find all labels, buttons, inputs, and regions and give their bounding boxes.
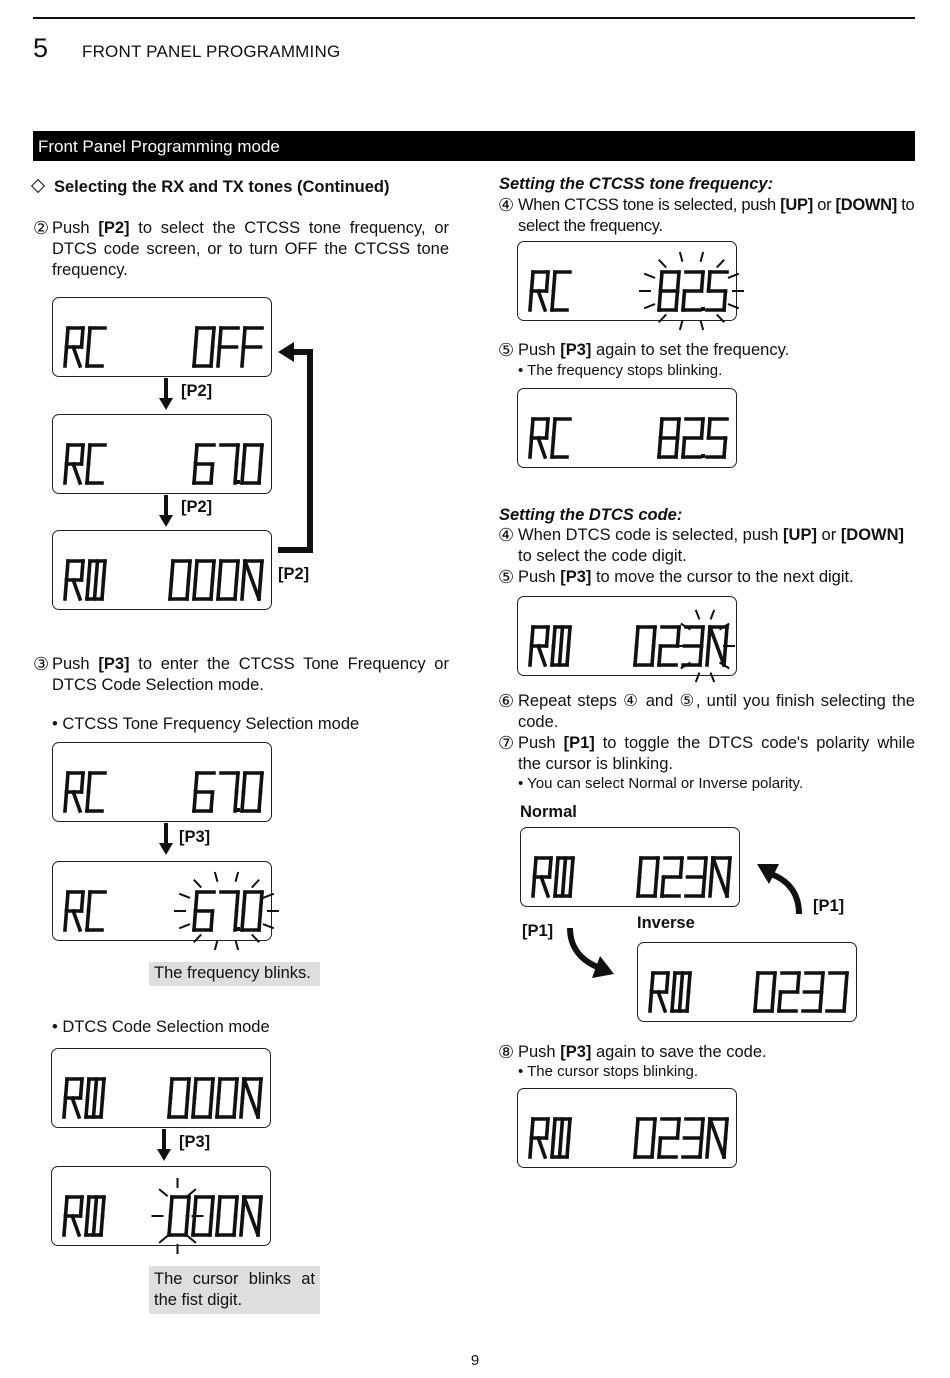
lcd-display-rc-off bbox=[52, 297, 272, 377]
lcd-char-left bbox=[86, 1197, 104, 1235]
lcd-char-right bbox=[169, 1197, 189, 1235]
lcd-char-right bbox=[242, 561, 262, 599]
lcd-char-left bbox=[530, 1119, 548, 1157]
step-number: ⑧ bbox=[498, 1042, 515, 1062]
chapter-title: FRONT PANEL PROGRAMMING bbox=[82, 42, 341, 61]
lcd-char-right bbox=[659, 419, 679, 457]
lcd-char-right bbox=[779, 973, 799, 1011]
subheading: Selecting the RX and TX tones (Continued) bbox=[54, 178, 390, 196]
lcd-char-left bbox=[87, 445, 105, 483]
lcd-char-left bbox=[64, 1079, 82, 1117]
lcd-char-right bbox=[707, 419, 727, 457]
lcd-display-ctcss bbox=[52, 742, 272, 822]
lcd-char-left bbox=[552, 419, 570, 457]
lcd-decimal-point bbox=[236, 927, 240, 931]
lcd-char-right bbox=[194, 561, 214, 599]
normal-label: Normal bbox=[520, 803, 577, 821]
frequency-blinks-caption: The frequency blinks. bbox=[149, 962, 320, 986]
ctcss-step-5-text: Push [P3] again to set the frequency. bbox=[518, 341, 790, 359]
lcd-char-right bbox=[194, 328, 214, 366]
curved-arrow-up-icon bbox=[755, 858, 815, 918]
dtcs-step-7-note: • You can select Normal or Inverse polarity. bbox=[518, 775, 804, 792]
lcd-display-dtcs bbox=[51, 1048, 271, 1128]
lcd-char-left bbox=[87, 773, 105, 811]
lcd-char-right bbox=[659, 272, 679, 310]
step-3-text: Push [P3] to enter the CTCSS Tone Frequency or DTCS Code Selection mode. bbox=[52, 655, 449, 694]
lcd-char-right bbox=[194, 892, 214, 930]
lcd-char-left bbox=[65, 561, 83, 599]
cursor-blinks-caption: The cursor blinks at the fist digit. bbox=[149, 1266, 320, 1314]
key-label: [P3] bbox=[179, 828, 211, 846]
arrow-down-icon bbox=[159, 378, 173, 410]
lcd-char-left bbox=[552, 1119, 570, 1157]
lcd-char-left bbox=[64, 1197, 82, 1235]
lcd-decimal-point bbox=[701, 307, 705, 311]
lcd-char-left bbox=[86, 1079, 104, 1117]
lcd-char-left bbox=[65, 773, 83, 811]
section-title-bar: Front Panel Programming mode bbox=[33, 131, 915, 161]
lcd-char-right bbox=[803, 973, 823, 1011]
lcd-char-left bbox=[87, 892, 105, 930]
key-label-p1-right: [P1] bbox=[813, 897, 845, 915]
key-label-p1-left: [P1] bbox=[522, 922, 554, 940]
blink-rays-icon bbox=[675, 610, 735, 682]
blink-rays-icon bbox=[174, 872, 279, 950]
lcd-display-final bbox=[517, 1088, 737, 1168]
curved-arrow-down-icon bbox=[560, 924, 620, 980]
lcd-char-left bbox=[552, 627, 570, 665]
lcd-char-right bbox=[635, 627, 655, 665]
lcd-display-rc-670 bbox=[52, 414, 272, 494]
dtcs-mode-bullet: • DTCS Code Selection mode bbox=[52, 1018, 270, 1036]
top-rule bbox=[33, 17, 915, 19]
lcd-decimal-point bbox=[701, 454, 705, 458]
ctcss-mode-bullet: • CTCSS Tone Frequency Selection mode bbox=[52, 715, 360, 733]
page-number: 9 bbox=[470, 1352, 480, 1369]
dtcs-heading: Setting the DTCS code: bbox=[499, 506, 683, 524]
lcd-char-right bbox=[683, 419, 703, 457]
lcd-char-right bbox=[242, 773, 262, 811]
lcd-char-right bbox=[218, 328, 238, 366]
lcd-char-left bbox=[87, 328, 105, 366]
arrow-down-icon bbox=[159, 495, 173, 527]
lcd-char-left bbox=[87, 561, 105, 599]
ctcss-heading: Setting the CTCSS tone frequency: bbox=[499, 175, 774, 193]
lcd-display-dtcs-cursor-digit bbox=[517, 596, 737, 676]
lcd-char-right bbox=[635, 1119, 655, 1157]
step-number: ⑥ bbox=[498, 691, 515, 711]
lcd-char-left bbox=[65, 328, 83, 366]
step-number: ④ bbox=[498, 195, 515, 215]
lcd-display-ctcss-825-blinking bbox=[517, 241, 737, 321]
blink-rays-icon bbox=[152, 1178, 204, 1254]
lcd-char-right bbox=[221, 773, 238, 811]
lcd-char-left bbox=[65, 445, 83, 483]
loop-back-arrow-icon bbox=[274, 340, 320, 560]
step-number: ③ bbox=[33, 654, 50, 674]
lcd-char-right bbox=[638, 858, 658, 896]
lcd-char-right bbox=[683, 272, 703, 310]
ctcss-step-5-note: • The frequency stops blinking. bbox=[518, 362, 723, 379]
ctcss-step-4-text: When CTCSS tone is selected, push [UP] or [DOWN] to select the frequency. bbox=[518, 196, 915, 235]
lcd-char-left bbox=[530, 627, 548, 665]
dtcs-step-8-text: Push [P3] again to save the code. bbox=[518, 1043, 767, 1061]
lcd-display-inverse bbox=[637, 942, 857, 1022]
key-label: [P3] bbox=[179, 1133, 211, 1151]
lcd-char-right bbox=[170, 561, 190, 599]
lcd-char-right bbox=[194, 445, 214, 483]
lcd-char-right bbox=[662, 858, 682, 896]
step-number: ⑦ bbox=[498, 733, 515, 753]
lcd-decimal-point bbox=[236, 480, 240, 484]
lcd-char-right bbox=[710, 858, 730, 896]
dtcs-step-7-text: Push [P1] to toggle the DTCS code's polarity while the cursor is blinking. bbox=[518, 734, 915, 773]
diamond-bullet-icon bbox=[31, 179, 45, 193]
key-label: [P2] bbox=[181, 498, 213, 516]
lcd-char-right bbox=[217, 1079, 237, 1117]
lcd-char-left bbox=[672, 973, 690, 1011]
lcd-char-left bbox=[552, 272, 570, 310]
lcd-char-left bbox=[650, 973, 668, 1011]
lcd-char-right bbox=[241, 1079, 261, 1117]
lcd-char-right bbox=[218, 561, 238, 599]
lcd-char-right bbox=[242, 328, 262, 366]
dtcs-step-5-text: Push [P3] to move the cursor to the next digit. bbox=[518, 568, 854, 586]
lcd-char-left bbox=[530, 272, 548, 310]
lcd-char-right bbox=[221, 445, 238, 483]
lcd-char-right bbox=[242, 892, 262, 930]
lcd-char-right bbox=[221, 892, 238, 930]
key-label: [P2] bbox=[278, 565, 310, 583]
lcd-char-right bbox=[683, 1119, 703, 1157]
step-number: ④ bbox=[498, 525, 515, 545]
arrow-down-icon bbox=[159, 823, 173, 855]
inverse-label: Inverse bbox=[637, 914, 695, 932]
step-number: ⑤ bbox=[498, 340, 515, 360]
lcd-char-left bbox=[533, 858, 551, 896]
step-2-text: Push [P2] to select the CTCSS tone frequency, or DTCS code screen, or to turn OFF the CTCSS tone frequency. bbox=[52, 219, 449, 279]
dtcs-step-6-text: Repeat steps ④ and ⑤, until you finish selecting the code. bbox=[518, 692, 915, 731]
lcd-char-right bbox=[707, 272, 727, 310]
lcd-display-ctcss-825 bbox=[517, 388, 737, 468]
dtcs-step-8-note: • The cursor stops blinking. bbox=[518, 1063, 699, 1080]
lcd-char-right bbox=[686, 858, 706, 896]
lcd-char-right bbox=[242, 445, 262, 483]
lcd-char-left bbox=[555, 858, 573, 896]
lcd-char-left bbox=[65, 892, 83, 930]
step-number: ⑤ bbox=[498, 567, 515, 587]
lcd-decimal-point bbox=[236, 808, 240, 812]
lcd-char-right bbox=[217, 1197, 237, 1235]
lcd-char-right bbox=[193, 1079, 213, 1117]
step-number: ② bbox=[33, 218, 50, 238]
arrow-down-icon bbox=[157, 1129, 171, 1161]
lcd-char-right bbox=[194, 773, 214, 811]
lcd-display-normal bbox=[520, 827, 740, 907]
dtcs-step-4-text: When DTCS code is selected, push [UP] or [DOWN] to select the code digit. bbox=[518, 526, 905, 565]
lcd-char-right bbox=[827, 973, 847, 1011]
lcd-char-left bbox=[530, 419, 548, 457]
key-label: [P2] bbox=[181, 382, 213, 400]
lcd-display-ctcss-blinking bbox=[52, 861, 272, 941]
lcd-char-right bbox=[241, 1197, 261, 1235]
chapter-number: 5 bbox=[33, 33, 49, 63]
lcd-char-right bbox=[707, 1119, 727, 1157]
lcd-char-right bbox=[169, 1079, 189, 1117]
lcd-display-rd-000n bbox=[52, 530, 272, 610]
lcd-char-right bbox=[755, 973, 775, 1011]
lcd-display-dtcs-cursor bbox=[51, 1166, 271, 1246]
lcd-char-right bbox=[659, 1119, 679, 1157]
